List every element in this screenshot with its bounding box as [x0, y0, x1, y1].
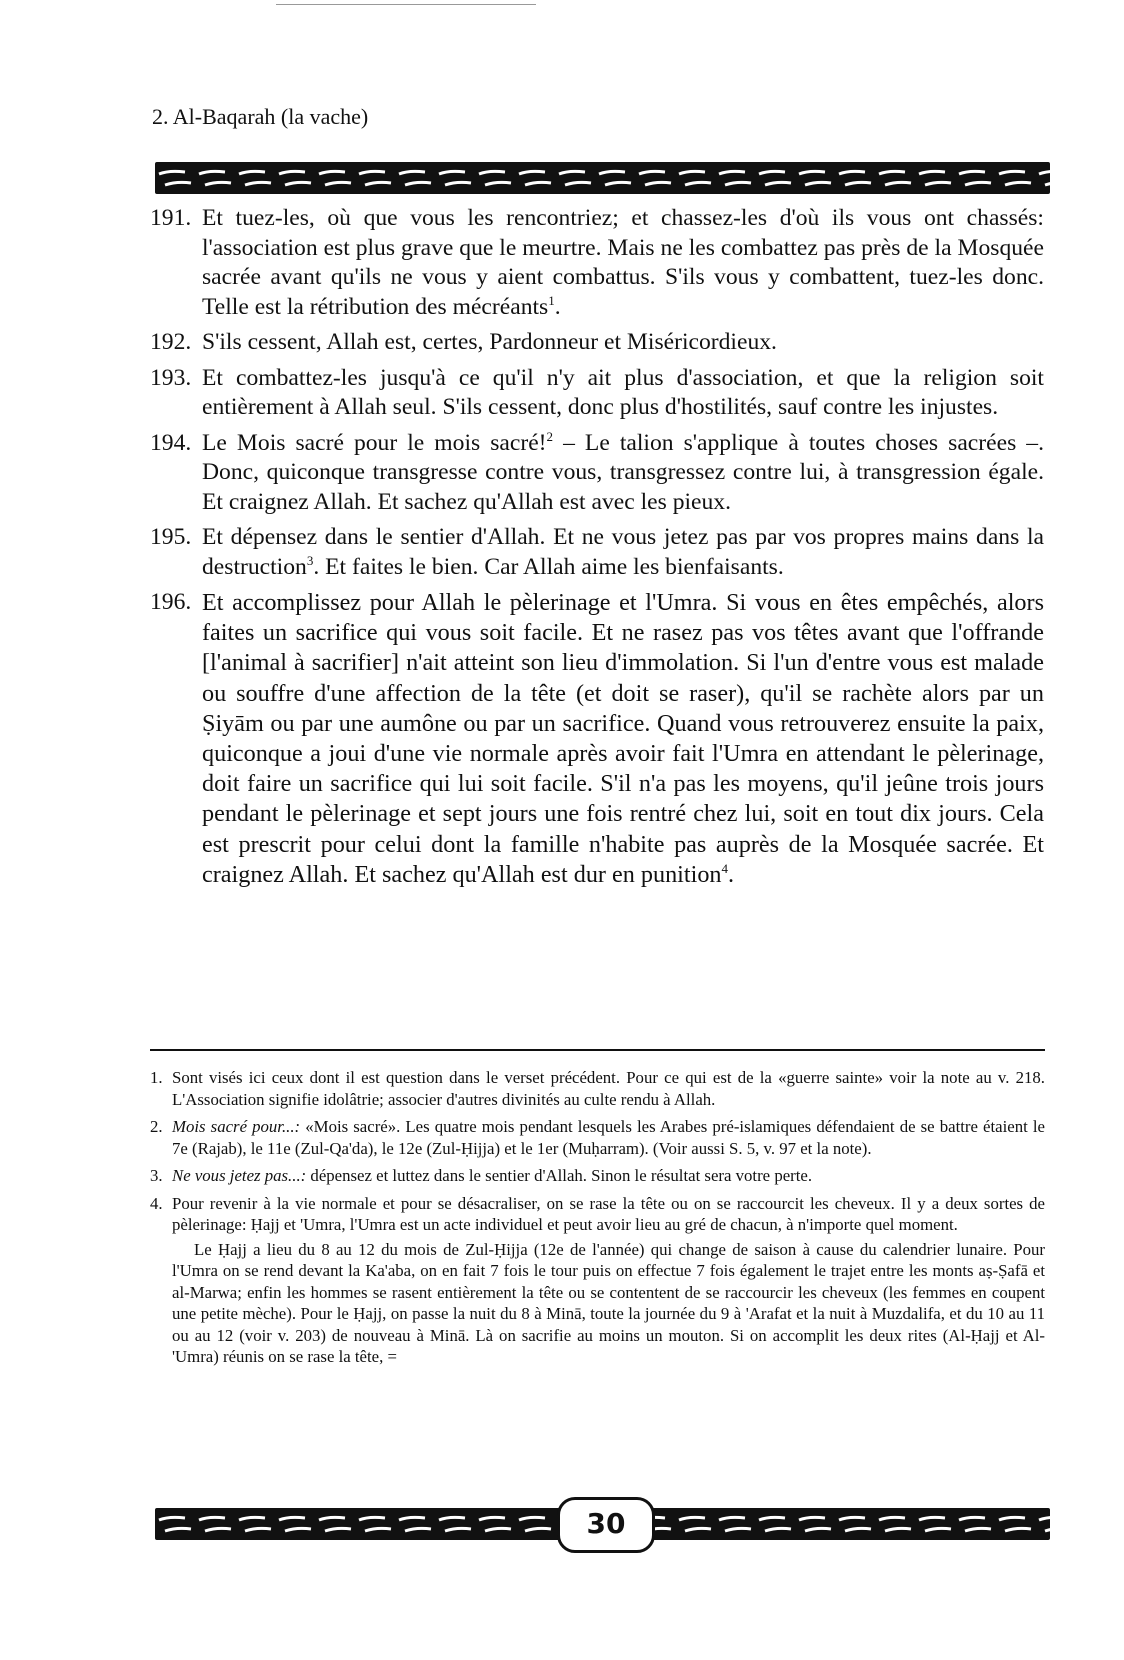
footnote-number: 3. — [150, 1166, 163, 1185]
footnote-number: 4. — [150, 1193, 163, 1213]
footnote-3 — [150, 1165, 1045, 1187]
footnote-number: 2. — [150, 1117, 163, 1136]
verse-number: 192. — [150, 329, 192, 355]
verse-text: Et accomplissez pour Allah le pèlerinage et l'Umra. Si vous en êtes empêchés, alors faites un sacrifice qui vous soit facile. Et ne rasez pas vos têtes avant que l'offrande [l'animal à sacrifier] n'ait atteint son lieu d'immolation. Si l'un d'entre vous est malade ou souffre d'une affection de la tête (et doit se raser), qu'il se rachète alors par un Ṣiyām ou par une aumône ou par un sacrifice. Quand vous retrouverez ensuite la paix, quiconque a joui d'une vie normale après avoir fait l'Umra en attendant le pèlerinage, doit faire un sacrifice qui lui soit facile. S'il n'a pas les moyens, qu'il jeûne trois jours pendant le pèlerinage et sept jours une fois rentré chez lui, soit en tout dix jours. Cela est prescrit pour celui dont la famille n'habite pas auprès de la Mosquée sacrée. Et craignez Allah. Et sachez qu'Allah est dur en punition$^4$. — [202, 589, 1044, 888]
verse-text: Le Mois sacré pour le mois sacré!$^2$ – Le talion s'applique à toutes choses sacrées –. Donc, quiconque transgresse contre vous, transgressez contre lui, à transgression égale. Et craignez Allah. Et sachez qu'Allah est avec les pieux. — [202, 428, 1044, 515]
footnote-ref[interactable]: 1 — [548, 292, 555, 308]
verse-text: Et dépensez dans le sentier d'Allah. Et ne vous jetez pas par vos propres mains dans la destruction$^3$. Et faites le bien. Car Allah aime les bienfaisants. — [202, 524, 1044, 580]
footnote-ref[interactable]: 3 — [306, 552, 314, 568]
footnote-number: 1. — [150, 1068, 163, 1087]
verse-number: 194. — [150, 429, 192, 456]
footnote-text: Sont visés ici ceux dont il est question dans le verset précédent. Pour ce qui est de la «guerre sainte» voir la note au v. 218. L'Association signifie idolâtrie; associer d'autres divinités au culte rendu à Allah. — [172, 1068, 1045, 1109]
footnote-text: Ne vous jetez pas...: dépensez et luttez dans le sentier d'Allah. Sinon le résultat sera votre perte. — [172, 1166, 813, 1185]
verse-text: S'ils cessent, Allah est, certes, Pardonneur et Miséricordieux. — [202, 329, 777, 355]
footnote-text: Mois sacré pour...: «Mois sacré». Les quatre mois pendant lesquels les Arabes pré-islamiques défendaient de se battre étaient le 7e (Rajab), le 11e (Zul-Qa'da), le 12e (Zul-Ḥijja) et le 1er (Muḥarram). (Voir aussi S. 5, v. 97 et la note). — [172, 1117, 1045, 1158]
verse-number: 196. — [150, 589, 192, 615]
verse-number: 193. — [150, 364, 192, 391]
verse-193 — [150, 364, 1044, 423]
verse-195 — [150, 523, 1044, 582]
verse-number: 195. — [150, 524, 192, 550]
footnote-ref[interactable]: 4 — [721, 860, 729, 876]
verse-194 — [150, 429, 1044, 518]
footnote-2 — [150, 1116, 1045, 1159]
verse-text: Et combattez-les jusqu'à ce qu'il n'y ait plus d'association, et que la religion soit entièrement à Allah seul. S'ils cessent, donc plus d'hostilités, sauf contre les injustes. — [202, 364, 1044, 420]
verse-191 — [150, 204, 1044, 322]
verse-196 — [150, 588, 1044, 890]
surah-title: 2. Al-Baqarah (la vache) — [152, 104, 369, 129]
footnote-4-continuation: Le Ḥajj a lieu du 8 au 12 du mois de Zul-Ḥijja (12e de l'année) qui change de saison à cause du calendrier lunaire. Pour l'Umra on se rend devant la Ka'aba, on en fait 7 fois le tour puis on effectue 7 fois également le trajet entre les monts aṣ-Ṣafā et al-Marwa; enfin les hommes se rasent entièrement la tête ou se contentent de se raccourcir les cheveux (les femmes en coupent une petite mèche). Pour le Ḥajj, on passe la nuit du 8 à Minā, toute la journée du 9 à 'Arafat et la nuit à Muzdalifa, et du 10 au 11 ou au 12 (voir v. 203) de nouveau à Minā. Là on sacrifie au moins un mouton. Si on accomplit les deux rites (Al-Ḥajj et Al-'Umra) réunis on se rase la tête, = — [172, 1239, 1045, 1366]
footnote-divider — [150, 1049, 1045, 1051]
footnote-text: Pour revenir à la vie normale et pour se désacraliser, on se rase la tête ou on se raccourcit les cheveux. Il y a deux sortes de pèlerinage: Ḥajj et 'Umra, l'Umra est un acte individuel et peut avoir lieu au gré de chacun, à n'importe quel moment. Le Ḥajj a lieu du 8 au 12 du mois de Zul-Ḥijja (12e de l'année) qui change de saison à cause du calendrier lunaire. Pour l'Umra on se rend devant la Ka'aba, on en fait 7 fois le tour puis on effectue 7 fois également le trajet entre les monts aṣ-Ṣafā et al-Marwa; enfin les hommes se rasent entièrement la tête ou se contentent de se raccourcir les cheveux (les femmes en coupent une petite mèche). Pour le Ḥajj, on passe la nuit du 8 à Minā, toute la journée du 9 à 'Arafat et la nuit à Muzdalifa, et du 10 au 11 ou au 12 (voir v. 203) de nouveau à Minā. Là on sacrifie au moins un mouton. Si on accomplit les deux rites (Al-Ḥajj et Al-'Umra) réunis on se rase la tête, = — [172, 1193, 1045, 1366]
verse-text: Et tuez-les, où que vous les rencontriez; et chassez-les d'où ils vous ont chassés: l'association est plus grave que le meurtre. Mais ne les combattez pas près de la Mosquée sacrée avant qu'ils ne vous y aient combattus. S'ils vous y combattent, tuez-les donc. Telle est la rétribution des mécréants$^1$. — [202, 205, 1044, 320]
top-rule — [276, 4, 536, 5]
footnotes — [150, 1067, 1045, 1374]
verse-number: 191. — [150, 205, 192, 231]
page-number: 30 — [557, 1497, 655, 1553]
verse-192 — [150, 328, 1044, 358]
footnote-ref[interactable]: 2 — [546, 428, 554, 444]
verse-list — [150, 204, 1044, 896]
footnote-4 — [150, 1193, 1045, 1368]
decorative-border-top — [155, 162, 1050, 194]
footnote-1 — [150, 1067, 1045, 1110]
